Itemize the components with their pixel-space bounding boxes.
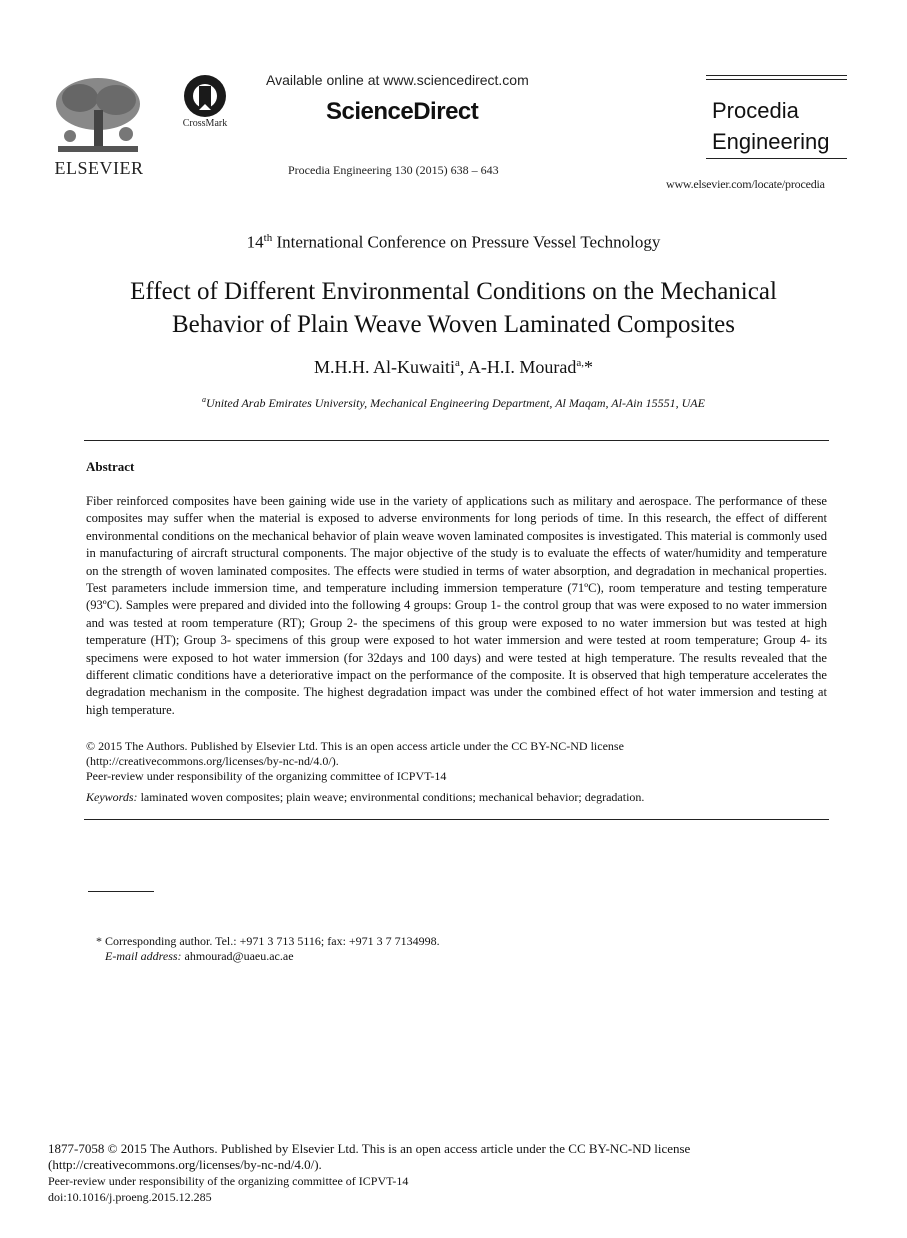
procedia-engineering-logo [712,95,846,157]
peer-review-note: Peer-review under responsibility of the organizing committee of ICPVT-14 [86,769,447,783]
paper-title [60,275,847,341]
copyright-block [86,739,827,784]
email-address[interactable]: ahmourad@uaeu.ac.ae [181,949,294,963]
footnote-rule [88,891,154,892]
email-line: E-mail address: ahmourad@uaeu.ac.ae [105,949,294,963]
corresponding-author: * Corresponding author. Tel.: +971 3 713 5116; fax: +971 3 7 7134998. [96,934,440,948]
keywords [86,790,827,805]
author-list: M.H.H. Al-Kuwaiti$^a$, A-H.I. Mourad$^{a,}$* [313,357,594,377]
divider-top [84,440,829,441]
divider-bottom [84,819,829,820]
copyright-line: © 2015 The Authors. Published by Elsevier Ltd. This is an open access article under the CC BY-NC-ND license [86,739,624,753]
keywords-label: Keywords: [86,790,138,804]
procedia-line1: Procedia [712,98,799,123]
sciencedirect-logo: ScienceDirect [326,98,479,125]
page-footer [48,1141,808,1205]
footer-peer-review: Peer-review under responsibility of the organizing committee of ICPVT-14 [48,1174,409,1188]
journal-reference: Procedia Engineering 130 (2015) 638 – 643 [288,163,499,177]
title-line-1: Effect of Different Environmental Conditions on the Mechanical [130,278,777,305]
abstract-heading: Abstract [86,459,135,474]
procedia-line2: Engineering [712,129,830,154]
available-online: Available online at www.sciencedirect.com [266,72,529,88]
keywords-list: laminated woven composites; plain weave; environmental conditions; mechanical behavior; degradation. [137,790,645,804]
crossmark-label: CrossMark [182,118,228,129]
license-link[interactable]: (http://creativecommons.org/licenses/by-nc-nd/4.0/). [86,754,339,768]
footnote [96,934,440,964]
issn-line: 1877-7058 © 2015 The Authors. Published by Elsevier Ltd. This is an open access article under the CC BY-NC-ND license [48,1141,691,1156]
journal-url[interactable]: www.elsevier.com/locate/procedia [666,177,825,191]
procedia-bottom-rule [706,158,847,159]
abstract-body: Fiber reinforced composites have been gaining wide use in the variety of applications such as military and aerospace. The performance of these composites may suffer when the material is exposed to adverse environments for long periods of time. In this research, the effect of different environmental conditions on the mechanical behavior of plain weave woven laminated composites is investigated. This material is commonly used in manufacturing of aircraft structural components. The major objective of the study is to evaluate the effects of water/humidity and temperature on the strength of woven laminated composites. The effects were studied in terms of water absorption, and degradation in mechanical properties. Test parameters include immersion time, and temperature including immersion temperature (71ºC), room temperature and testing temperature (93ºC). Samples were prepared and divided into the following 4 groups: Group 1- the control group that was were exposed to no water immersion and was tested at room temperature (RT); Group 2- the specimens of this group were exposed to no water immersion but was tested at high temperature (HT); Group 3- specimens of this group were exposed to hot water immersion and were tested at room temperature; Group 4- its specimens were exposed to hot water immersion (for 32days and 100 days) and were tested at high temperature. The results revealed that the different climatic conditions have a deteriorative impact on the performance of the composite. It is observed that high temperature accelerates the degradation mechanism in the composite. The highest degradation impact was under the combined effect of hot water immersion and testing at high temperature. [86,494,827,717]
affiliation: $^a$United Arab Emirates University, Mechanical Engineering Department, Al Maqam, Al-Ain 15551, UAE [202,395,705,410]
title-line-2: Behavior of Plain Weave Woven Laminated Composites [172,311,735,338]
elsevier-wordmark: ELSEVIER [54,158,144,178]
conference-name: 14th International Conference on Pressure Vessel Technology [246,232,661,252]
procedia-top-rule [706,75,847,80]
footer-license-link[interactable]: (http://creativecommons.org/licenses/by-nc-nd/4.0/). [48,1157,322,1172]
doi[interactable]: doi:10.1016/j.proeng.2015.12.285 [48,1190,212,1204]
